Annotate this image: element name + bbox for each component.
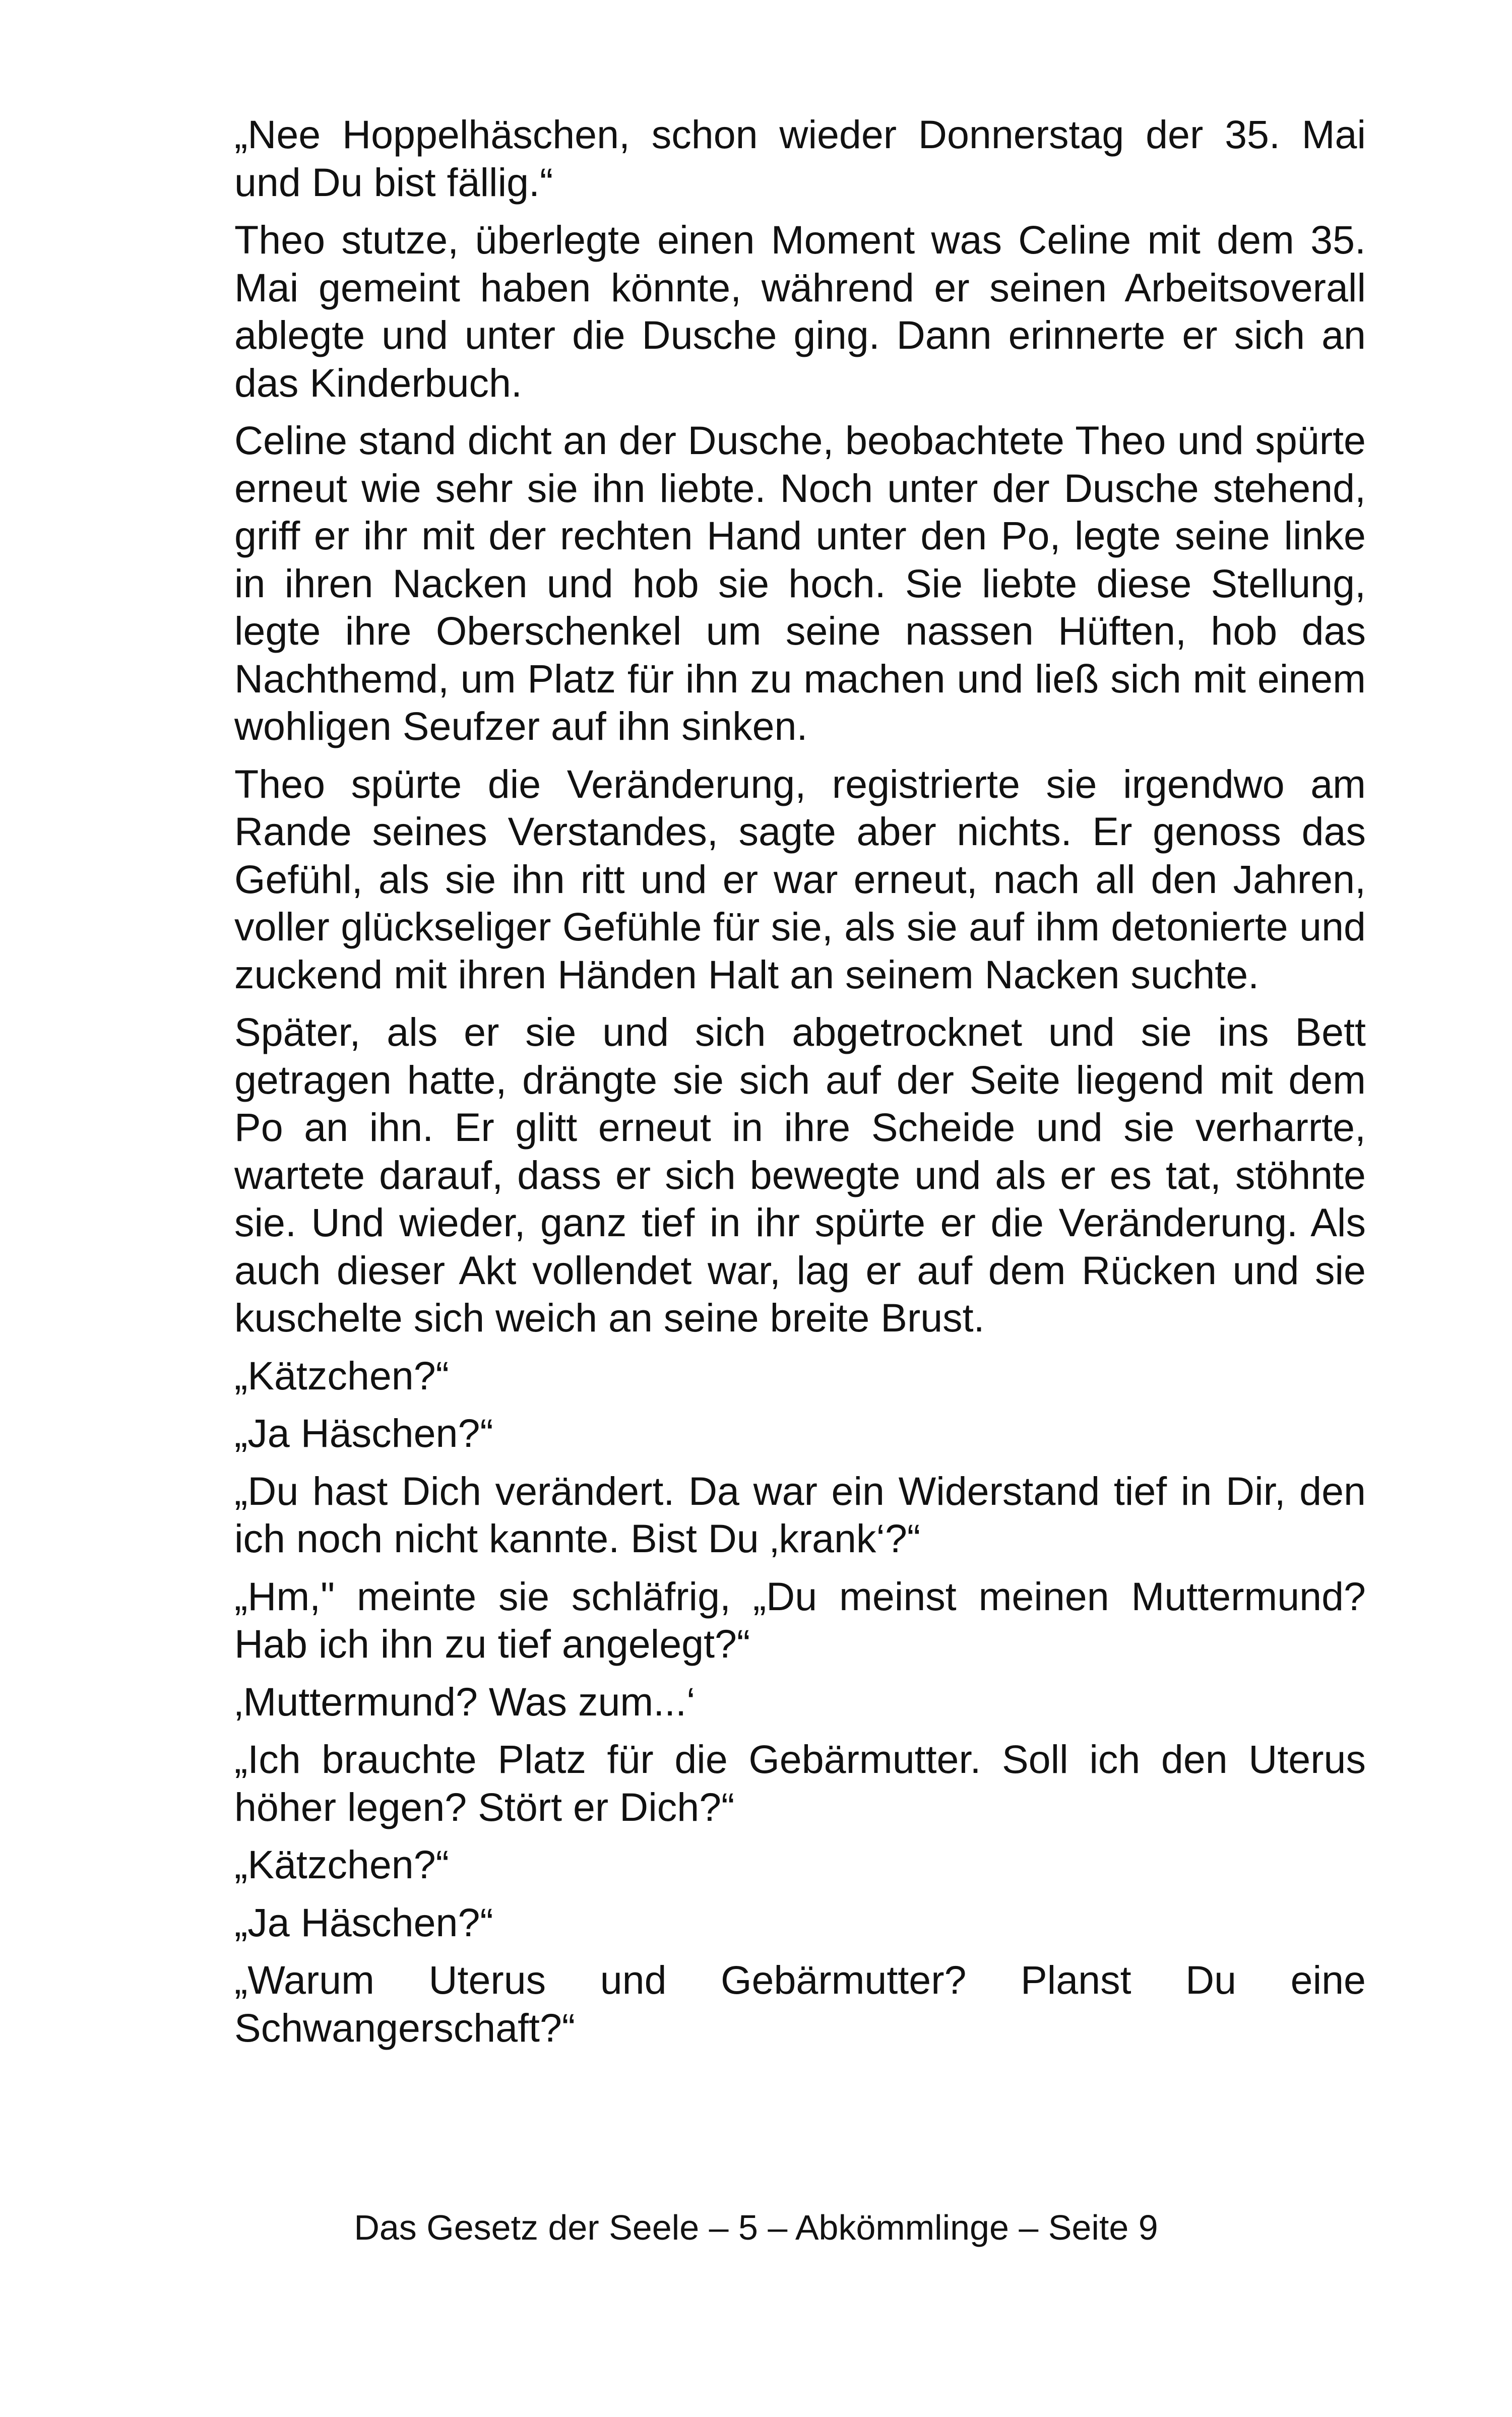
paragraph-12: „Kätzchen?“ (234, 1842, 449, 1887)
paragraph-8: „Du hast Dich verändert. Da war ein Widerstand tief in Dir, den ich noch nicht kannte. Bist Du ‚krank‘?“ (234, 1468, 1366, 1561)
paragraph-3: Celine stand dicht an der Dusche, beobachtete Theo und spürte erneut wie sehr sie ihn liebte. Noch unter der Dusche stehend, griff er ihr mit der rechten Hand unter den Po, legte seine linke in ihren Nacken und hob sie hoch. Sie liebte diese Stellung, legte ihre Oberschenkel um seine nassen Hüften, hob das Nachthemd, um Platz für ihn zu machen und ließ sich mit einem wohligen Seufzer auf ihn sinken. (234, 418, 1366, 748)
paragraph-13: „Ja Häschen?“ (234, 1899, 493, 1945)
body-text (234, 111, 1366, 2062)
paragraph-7: „Ja Häschen?“ (234, 1411, 493, 1455)
paragraph-6: „Kätzchen?“ (234, 1353, 449, 1398)
paragraph-2: Theo stutze, überlegte einen Moment was Celine mit dem 35. Mai gemeint haben könnte, während er seinen Arbeitsoverall ablegte und unter die Dusche ging. Dann erinnerte er sich an das Kinderbuch. (234, 217, 1366, 405)
paragraph-5: Später, als er sie und sich abgetrocknet und sie ins Bett getragen hatte, drängte sie sich auf der Seite liegend mit dem Po an ihn. Er glitt erneut in ihre Scheide und sie verharrte, wartete darauf, dass er sich bewegte und als er es tat, stöhnte sie. Und wieder, ganz tief in ihr spürte er die Veränderung. Als auch dieser Akt vollendet war, lag er auf dem Rücken und sie kuschelte sich weich an seine breite Brust. (234, 1009, 1366, 1340)
paragraph-11: „Ich brauchte Platz für die Gebärmutter. Soll ich den Uterus höher legen? Stört er Dich?“ (234, 1737, 1366, 1829)
paragraph-10: ‚Muttermund? Was zum...‘ (234, 1679, 696, 1724)
paragraph-14: „Warum Uterus und Gebärmutter? Planst Du eine Schwangerschaft?“ (234, 1957, 1366, 2050)
page-footer: Das Gesetz der Seele – 5 – Abkömmlinge – Seite 9 (354, 2208, 1158, 2247)
paragraph-9: „Hm," meinte sie schläfrig, „Du meinst meinen Muttermund? Hab ich ihn zu tief angelegt?“ (234, 1573, 1366, 1666)
paragraph-4: Theo spürte die Veränderung, registrierte sie irgendwo am Rande seines Verstandes, sagte aber nichts. Er genoss das Gefühl, als sie ihn ritt und er war erneut, nach all den Jahren, voller glückseliger Gefühle für sie, als sie auf ihm detonierte und zuckend mit ihren Händen Halt an seinem Nacken suchte. (234, 761, 1366, 997)
paragraph-1: „Nee Hoppelhäschen, schon wieder Donnerstag der 35. Mai und Du bist fällig.“ (234, 112, 1366, 205)
